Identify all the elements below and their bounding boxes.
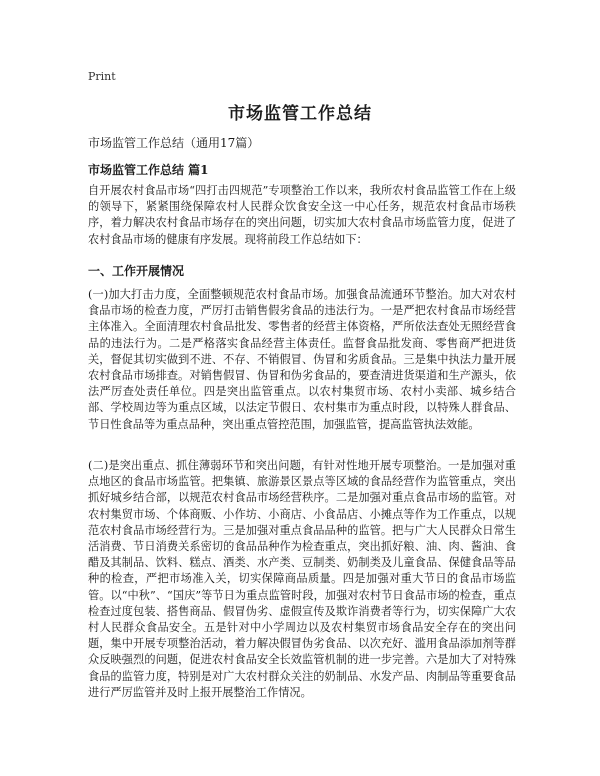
heading-work-progress: 一、工作开展情况 (88, 264, 185, 278)
print-label[interactable]: Print (88, 70, 116, 83)
document-subtitle: 市场监管工作总结（通用17篇） (88, 136, 260, 150)
intro-paragraph: 自开展农村食品市场“四打击四规范”专项整治工作以来，我所农村食品监管工作在上级的领导下，紧紧围绕保障农村人民群众饮食安全这一中心任务，规范农村食品市场秩序，着力解决农村食品市场存在的突出问题，切实加大农村食品市场监管力度，促进了农村食品市场的健康有序发展。现将前段工作总结如下： (88, 184, 516, 246)
section-heading: 市场监管工作总结 篇1 (88, 163, 209, 177)
paragraph-2: (二)是突出重点、抓住薄弱环节和突出问题，有针对性地开展专项整治。一是加强对重点地区的食品市场监管。把集镇、旅游景区景点等区域的食品经营作为监管重点，突出抓好城乡结合部，以规范农村食品市场经营秩序。二是加强对重点食品市场的监管。对农村集贸市场、个体商贩、小作坊、小商店、小食品店、小摊点等作为工作重点，以规范农村食品市场经营行为。三是加强对重点食品品种的监管。把与广大人民群众日常生活消费、节日消费关系密切的食品品种作为检查重点，突出抓好粮、油、肉、酱油、食醋及其制品、饮料、糕点、酒类、水产类、豆制类、奶制类及儿童食品、保健食品等品种的检查，严把市场准入关，切实保障商品质量。四是加强对重大节日的食品市场监管。以“中秋”、“国庆”等节日为重点监管时段，加强对农村节日食品市场的检查，重点检查过度包装、搭售商品、假冒伪劣、虚假宣传及欺诈消费者等行为，切实保障广大农村人民群众食品安全。五是针对中小学周边以及农村集贸市场食品安全存在的突出问题，集中开展专项整治活动，着力解决假冒伪劣食品、以次充好、滥用食品添加剂等群众反映强烈的问题，促进农村食品安全长效监管机制的进一步完善。六是加大了对特殊食品的监管力度，特别是对广大农村群众关注的奶制品、水发产品、肉制品等重要食品进行严厉监管并及时上报开展整治工作情况。 (88, 459, 516, 699)
document-title: 市场监管工作总结 (228, 104, 372, 124)
paragraph-1: (一)加大打击力度，全面整顿规范农村食品市场。加强食品流通环节整治。加大对农村食品市场的检查力度，严厉打击销售假劣食品的违法行为。一是严把农村食品市场经营主体准入。全面清理农村食品批发、零售者的经营主体资格，严所依法查处无照经营食品的违法行为。二是严格落实食品经营主体责任。监督食品批发商、零售商严把进货关，督促其切实做到不进、不存、不销假冒、伪冒和劣质食品。三是集中执法力量开展农村食品市场排查。对销售假冒、伪冒和伪劣食品的，要查清进货渠道和生产源头，依法严厉查处责任单位。四是突出监管重点。以农村集贸市场、农村小卖部、城乡结合部、学校周边等为重点区域，以法定节假日、农村集市为重点时段，以特殊人群食品、节日性食品等为重点品种，突出重点管控范围，加强监管，提高监管执法效能。 (88, 288, 516, 431)
